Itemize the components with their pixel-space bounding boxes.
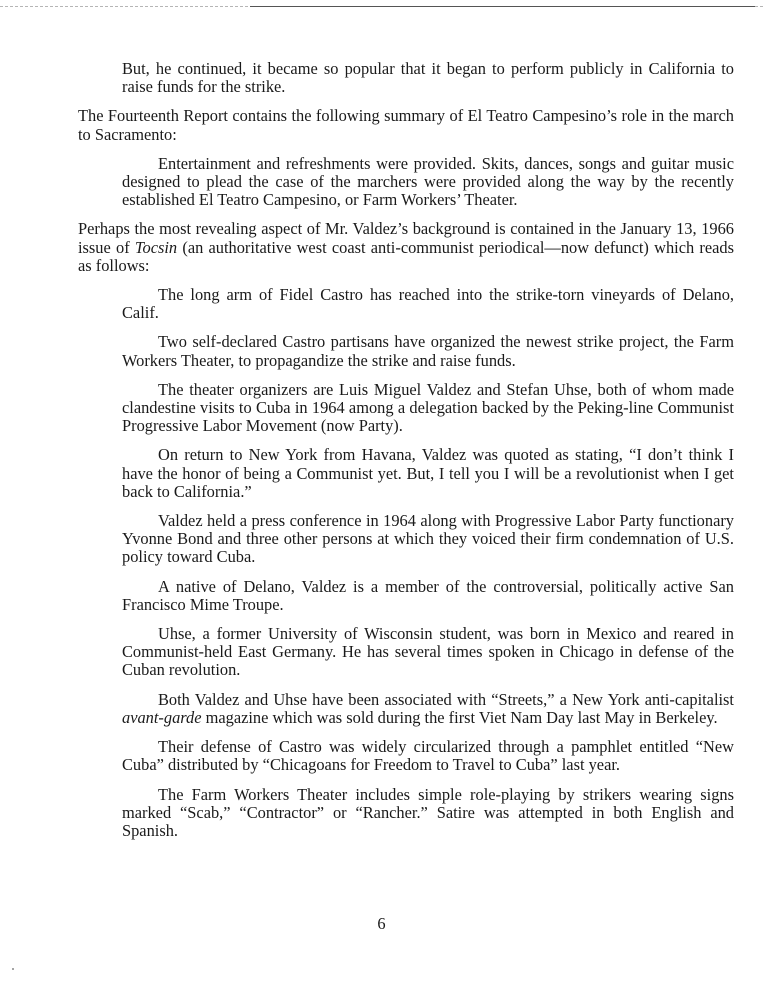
avant-garde-term: avant-garde [122,707,202,727]
revealing-aspect-text-1: Perhaps the most revealing aspect of Mr. Valdez’s background is contained in the January 13, 1966 issue of [78,219,734,257]
tocsin-paragraph-mime-troupe: A native of Delano, Valdez is a member of the controversial, politically active San Francisco Mime Troupe. [122,576,734,614]
page-number: 6 [377,914,386,933]
scan-speck [12,968,14,970]
document-page [78,60,734,840]
scan-top-edge-rule [250,6,755,7]
tocsin-paragraph-role-playing: The Farm Workers Theater includes simple role-playing by strikers wearing signs marked “Scab,” “Contractor” or “Rancher.” Satire was attempted in both English and Spanish. [122,784,734,840]
tocsin-quote-block [122,286,734,840]
tocsin-paragraph-castro: The long arm of Fidel Castro has reached into the strike-torn vineyards of Delano, Calif. [122,285,734,323]
revealing-aspect-paragraph [78,220,734,275]
tocsin-paragraph-streets [122,691,734,727]
streets-text-1: Both Valdez and Uhse have been associated with “Streets,” a New York anti-capitalist [158,689,734,709]
entertainment-quote-block [122,155,734,210]
tocsin-paragraph-pamphlet: Their defense of Castro was widely circularized through a pamphlet entitled “New Cuba” distributed by “Chicagoans for Freedom to Travel to Cuba” last year. [122,737,734,775]
revealing-aspect-text-2: (an authoritative west coast anti-communist periodical—now defunct) which reads as follows: [78,237,734,275]
tocsin-paragraph-uhse: Uhse, a former University of Wisconsin student, was born in Mexico and reared in Communist-held East Germany. He has several times spoken in Chicago in defense of the Cuban revolution. [122,624,734,680]
fourteenth-report-paragraph: The Fourteenth Report contains the following summary of El Teatro Campesino’s role in the march to Sacramento: [78,106,734,144]
tocsin-title: Tocsin [134,237,178,257]
opening-quote-paragraph: But, he continued, it became so popular that it began to perform publicly in California to raise funds for the strike. [122,59,734,97]
tocsin-paragraph-organizers: The theater organizers are Luis Miguel Valdez and Stefan Uhse, both of whom made clandestine visits to Cuba in 1964 among a delegation backed by the Peking-line Communist Progressive Labor Movement (now Party). [122,379,734,436]
entertainment-quote-paragraph: Entertainment and refreshments were provided. Skits, dances, songs and guitar music designed to plead the case of the marchers were provided along the way by the recently established El Teatro Campesino, or Farm Workers’ Theater. [122,153,734,210]
tocsin-paragraph-partisans: Two self-declared Castro partisans have organized the newest strike project, the Farm Workers Theater, to propagandize the strike and raise funds. [122,332,734,370]
streets-text-2: magazine which was sold during the first Viet Nam Day last May in Berkeley. [201,707,718,727]
tocsin-paragraph-press-conference: Valdez held a press conference in 1964 along with Progressive Labor Party functionary Yvonne Bond and three other persons at which they voiced their firm condemnation of U.S. policy toward Cuba. [122,511,734,567]
tocsin-paragraph-havana: On return to New York from Havana, Valdez was quoted as stating, “I don’t think I have the honor of being a Communist yet. But, I tell you I will be a revolutionist when I get back to California.” [122,445,734,501]
